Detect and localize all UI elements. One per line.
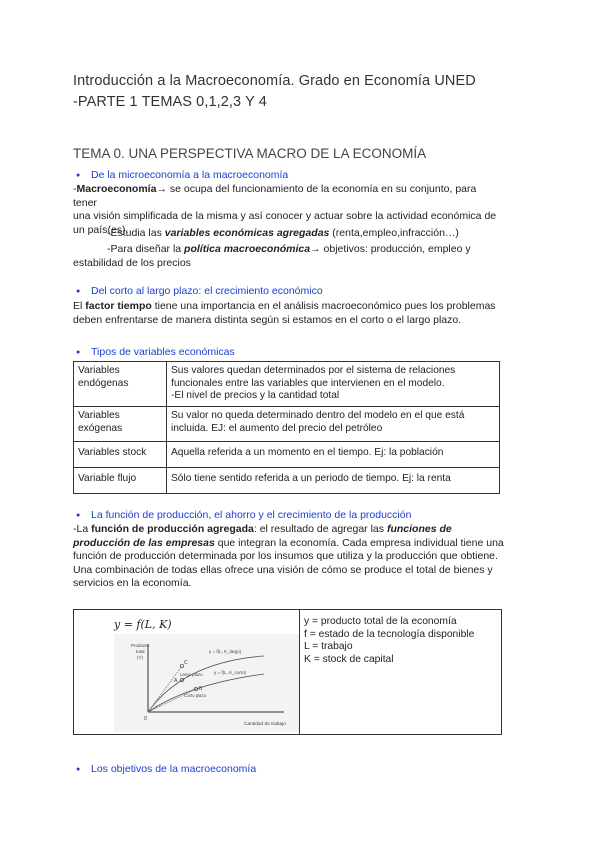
point-b-label: B bbox=[199, 686, 203, 692]
macro-line-4: -Estudia las variables económicas agregadas (renta,empleo,infracción…) bbox=[107, 227, 459, 239]
long-run-label: Largo plazo bbox=[180, 672, 203, 677]
bullet-production-function: ● La función de producción, el ahorro y el crecimiento de la producción bbox=[91, 509, 411, 521]
table-cell-name: Variables endógenas bbox=[74, 362, 167, 407]
definition-y: y = producto total de la economía bbox=[304, 616, 457, 627]
table-cell-desc: Sólo tiene sentido referida a un periodo de tiempo. Ej: la renta bbox=[167, 468, 500, 494]
bullet-micro-macro: ● De la microeconomía a la macroeconomía bbox=[91, 169, 288, 181]
definition-k: K = stock de capital bbox=[304, 653, 394, 665]
bullet-macro-objectives: ● Los objetivos de la macroeconomía bbox=[91, 763, 256, 775]
variables-table bbox=[73, 361, 500, 494]
prod-line-4: Una combinación de todas ellas ofrece una visión de cómo se produce el total de bienes y bbox=[73, 563, 493, 576]
origin-label: 0 bbox=[144, 716, 147, 722]
definition-f: f = estado de la tecnología disponible bbox=[304, 628, 475, 640]
time-paragraph bbox=[73, 300, 513, 327]
formula-definitions bbox=[304, 616, 474, 666]
production-function-box bbox=[73, 609, 502, 735]
curve-top-label: y = f(L, K_largo) bbox=[209, 649, 242, 654]
prod-line-2: producción de las empresas que integran la economía. Cada empresa individual tiene una bbox=[73, 536, 504, 549]
macro-line-1: -Macroeconomía→ se ocupa del funcionamiento de la economía en su conjunto, para tener bbox=[73, 183, 477, 209]
prod-line-5: servicios en la economía. bbox=[73, 577, 192, 589]
y-label-3: (Y) bbox=[137, 655, 143, 660]
macro-term: Macroeconomía bbox=[76, 183, 157, 195]
x-axis-label: Cantidad de trabajo bbox=[244, 722, 286, 727]
y-label-2: total bbox=[136, 649, 145, 654]
production-paragraph bbox=[73, 523, 513, 591]
time-line-2: deben enfrentarse de manera distinta según si estamos en el corto o el largo plazo. bbox=[73, 313, 462, 326]
prod-line-1: -La función de producción agregada: el resultado de agregar las funciones de bbox=[73, 523, 452, 535]
definition-l: L = trabajo bbox=[304, 641, 353, 652]
curve-low-label: y = f(L, K_corto) bbox=[214, 670, 247, 675]
table-row bbox=[74, 407, 500, 442]
box-divider bbox=[299, 610, 300, 734]
y-label-1: Producto bbox=[131, 643, 150, 648]
time-line-1: El factor tiempo tiene una importancia en el análisis macroeconómico pues los problemas bbox=[73, 300, 496, 312]
macro-line-5: -Para diseñar la política macroeconómica→ objetivos: producción, empleo y bbox=[107, 243, 471, 255]
table-row bbox=[74, 442, 500, 468]
document-title-line-2: -PARTE 1 TEMAS 0,1,2,3 Y 4 bbox=[73, 94, 267, 110]
production-graph bbox=[114, 634, 299, 732]
table-cell-desc: Su valor no queda determinado dentro del modelo en el que está incluida. EJ: el aumento del precio del petróleo bbox=[167, 407, 500, 442]
prod-line-3: función de producción determinada por los insumos que utiliza y la producción que obtiene. bbox=[73, 550, 498, 562]
table-cell-desc: Aquella referida a un momento en el tiempo. Ej: la población bbox=[167, 442, 500, 468]
bullet-variable-types: ● Tipos de variables económicas bbox=[91, 346, 235, 358]
table-cell-name: Variables stock bbox=[74, 442, 167, 468]
table-row bbox=[74, 362, 500, 407]
bullet-short-long-run: ● Del corto al largo plazo: el crecimiento económico bbox=[91, 285, 323, 297]
short-run-label: Corto plazo bbox=[184, 693, 206, 698]
table-cell-desc: Sus valores quedan determinados por el sistema de relaciones funcionales entre las variables que intervienen en el modelo. -El nivel de precios y la cantidad total bbox=[167, 362, 500, 407]
table-cell-name: Variable flujo bbox=[74, 468, 167, 494]
macro-line-2: una visión simplificada de la misma y así conocer y actuar sobre la actividad económica de bbox=[73, 210, 497, 222]
point-c-label: C bbox=[184, 660, 188, 666]
table-cell-name: Variables exógenas bbox=[74, 407, 167, 442]
macro-line-6: estabilidad de los precios bbox=[73, 257, 191, 269]
production-formula: y = f(L, K) bbox=[114, 618, 172, 631]
table-row bbox=[74, 468, 500, 494]
document-title-line-1: Introducción a la Macroeconomía. Grado en Economía UNED bbox=[73, 73, 476, 89]
macro-line-3: un país(es). bbox=[73, 223, 129, 236]
point-a-label: A bbox=[174, 678, 178, 684]
section-heading: TEMA 0. UNA PERSPECTIVA MACRO DE LA ECONOMÍA bbox=[73, 146, 427, 161]
